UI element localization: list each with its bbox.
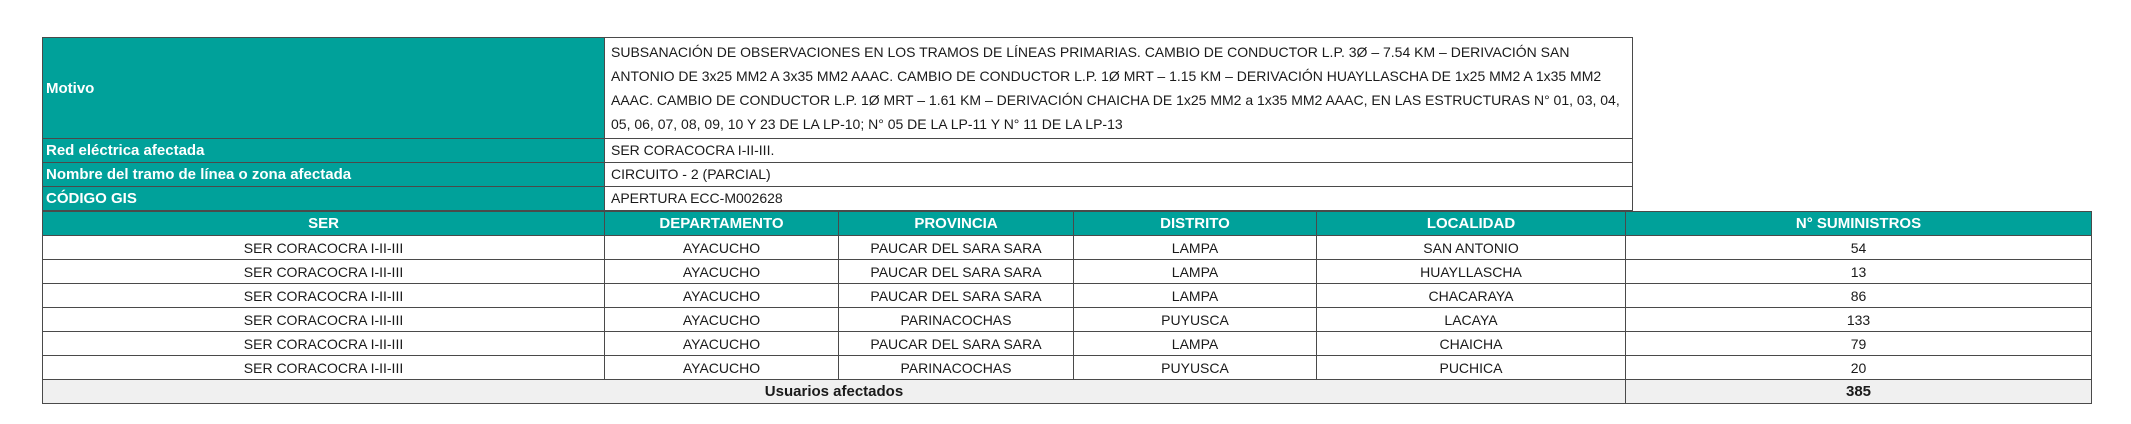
cell-ser: SER CORACOCRA I-II-III	[43, 284, 605, 308]
table-row	[43, 332, 2092, 356]
total-row	[43, 380, 2092, 404]
tramo-row	[43, 163, 1633, 187]
cell-provincia: PAUCAR DEL SARA SARA	[839, 332, 1074, 356]
cell-localidad: PUCHICA	[1317, 356, 1626, 380]
cell-provincia: PAUCAR DEL SARA SARA	[839, 284, 1074, 308]
cell-departamento: AYACUCHO	[605, 308, 839, 332]
motivo-label: Motivo	[43, 38, 605, 139]
motivo-row	[43, 38, 1633, 139]
cell-localidad: HUAYLLASCHA	[1317, 260, 1626, 284]
tramo-value: CIRCUITO - 2 (PARCIAL)	[605, 163, 1633, 187]
cell-departamento: AYACUCHO	[605, 356, 839, 380]
cell-localidad: SAN ANTONIO	[1317, 236, 1626, 260]
cell-provincia: PAUCAR DEL SARA SARA	[839, 260, 1074, 284]
cell-suministros: 20	[1626, 356, 2092, 380]
red-row	[43, 139, 1633, 163]
header-departamento: DEPARTAMENTO	[605, 212, 839, 236]
cell-departamento: AYACUCHO	[605, 236, 839, 260]
cell-departamento: AYACUCHO	[605, 332, 839, 356]
header-localidad: LOCALIDAD	[1317, 212, 1626, 236]
supply-table	[42, 211, 2092, 404]
cell-distrito: LAMPA	[1074, 236, 1317, 260]
cell-suministros: 86	[1626, 284, 2092, 308]
table-row	[43, 260, 2092, 284]
tramo-label: Nombre del tramo de línea o zona afectada	[43, 163, 605, 187]
header-provincia: PROVINCIA	[839, 212, 1074, 236]
header-ser: SER	[43, 212, 605, 236]
cell-ser: SER CORACOCRA I-II-III	[43, 260, 605, 284]
cell-ser: SER CORACOCRA I-II-III	[43, 356, 605, 380]
table-row	[43, 236, 2092, 260]
total-label: Usuarios afectados	[43, 380, 1626, 404]
cell-suministros: 54	[1626, 236, 2092, 260]
red-label: Red eléctrica afectada	[43, 139, 605, 163]
table-header-row	[43, 212, 2092, 236]
cell-localidad: CHACARAYA	[1317, 284, 1626, 308]
motivo-value: SUBSANACIÓN DE OBSERVACIONES EN LOS TRAMOS DE LÍNEAS PRIMARIAS. CAMBIO DE CONDUCTOR L.P. 3Ø – 7.54 KM – DERIVACIÓN SAN ANTONIO DE 3x25 MM2 A 3x35 MM2 AAAC. CAMBIO DE CONDUCTOR L.P. 1Ø MRT – 1.15 KM – DERIVACIÓN HUAYLLASCHA DE 1x25 MM2 A 1x35 MM2 AAAC. CAMBIO DE CONDUCTOR L.P. 1Ø MRT – 1.61 KM – DERIVACIÓN CHAICHA DE 1x25 MM2 a 1x35 MM2 AAAC, EN LAS ESTRUCTURAS N° 01, 03, 04, 05, 06, 07, 08, 09, 10 Y 23 DE LA LP-10; N° 05 DE LA LP-11 Y N° 11 DE LA LP-13	[605, 38, 1633, 139]
cell-localidad: CHAICHA	[1317, 332, 1626, 356]
total-value: 385	[1626, 380, 2092, 404]
table-row	[43, 308, 2092, 332]
cell-localidad: LACAYA	[1317, 308, 1626, 332]
cell-suministros: 13	[1626, 260, 2092, 284]
cell-suministros: 133	[1626, 308, 2092, 332]
gis-row	[43, 187, 1633, 211]
cell-suministros: 79	[1626, 332, 2092, 356]
red-value: SER CORACOCRA I-II-III.	[605, 139, 1633, 163]
table-row	[43, 356, 2092, 380]
cell-distrito: LAMPA	[1074, 260, 1317, 284]
cell-ser: SER CORACOCRA I-II-III	[43, 308, 605, 332]
header-suministros: N° SUMINISTROS	[1626, 212, 2092, 236]
header-distrito: DISTRITO	[1074, 212, 1317, 236]
cell-distrito: PUYUSCA	[1074, 356, 1317, 380]
affected-users-report	[42, 37, 2090, 404]
outage-info-table	[42, 37, 1633, 211]
gis-label: CÓDIGO GIS	[43, 187, 605, 211]
cell-provincia: PARINACOCHAS	[839, 356, 1074, 380]
cell-departamento: AYACUCHO	[605, 284, 839, 308]
gis-value: APERTURA ECC-M002628	[605, 187, 1633, 211]
cell-distrito: LAMPA	[1074, 332, 1317, 356]
cell-departamento: AYACUCHO	[605, 260, 839, 284]
cell-distrito: LAMPA	[1074, 284, 1317, 308]
table-row	[43, 284, 2092, 308]
cell-distrito: PUYUSCA	[1074, 308, 1317, 332]
cell-provincia: PAUCAR DEL SARA SARA	[839, 236, 1074, 260]
cell-ser: SER CORACOCRA I-II-III	[43, 236, 605, 260]
cell-ser: SER CORACOCRA I-II-III	[43, 332, 605, 356]
cell-provincia: PARINACOCHAS	[839, 308, 1074, 332]
